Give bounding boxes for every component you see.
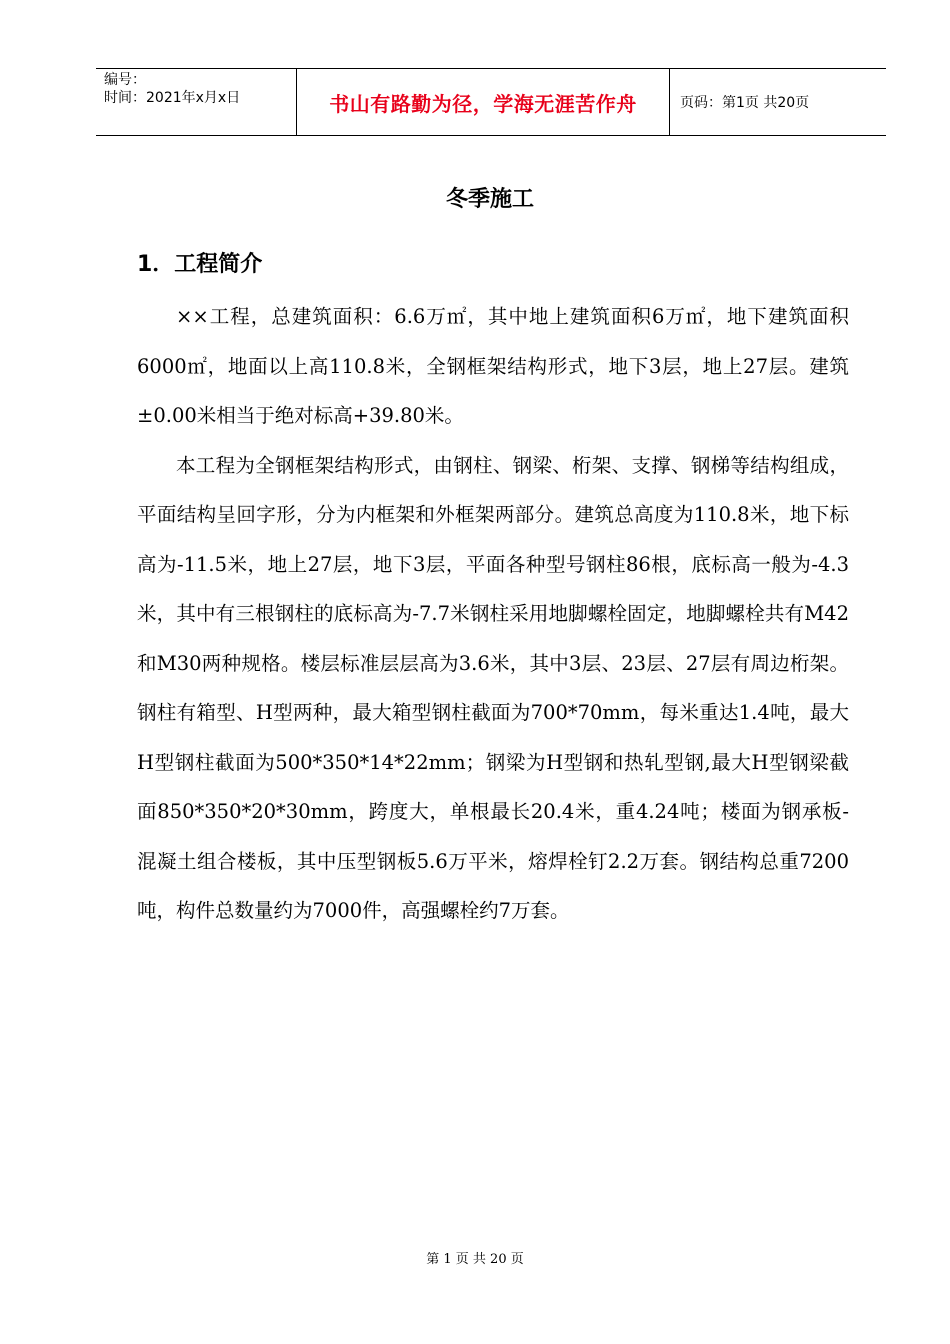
header-page-info: 页码：第1页 共20页 <box>680 95 810 111</box>
header-meta <box>96 69 297 135</box>
page-header <box>96 68 886 136</box>
document-date: 时间：2021年x月x日 <box>104 90 241 106</box>
body-paragraph: 本工程为全钢框架结构形式，由钢柱、钢梁、桁架、支撑、钢梯等结构组成，平面结构呈回字形，分为内框架和外框架两部分。建筑总高度为110.8米，地下标高为-11.5米，地上27层，地下3层，平面各种型号钢柱86根，底标高一般为-4.3米，其中有三根钢柱的底标高为-7.7米钢柱采用地脚螺栓固定，地脚螺栓共有M42和M30两种规格。楼层标准层层高为3.6米，其中3层、23层、27层有周边桁架。钢柱有箱型、H型两种，最大箱型钢柱截面为700*70mm，每米重达1.4吨，最大H型钢柱截面为500*350*14*22mm；钢梁为H型钢和热轧型钢,最大H型钢梁截面850*350*20*30mm，跨度大，单根最长20.4米，重4.24吨；楼面为钢承板-混凝土组合楼板，其中压型钢板5.6万平米，熔焊栓钉2.2万套。钢结构总重7200吨，构件总数量约为7000件，高强螺栓约7万套。 <box>137 453 849 922</box>
header-motto: 书山有路勤为径，学海无涯苦作舟 <box>297 69 670 135</box>
page-footer: 第 1 页 共 20 页 <box>426 1252 524 1267</box>
document-body <box>137 292 849 936</box>
document-number-label: 编号： <box>104 72 146 88</box>
document-title: 冬季施工 <box>445 187 534 212</box>
body-paragraph: ××工程，总建筑面积：6.6万㎡，其中地上建筑面积6万㎡，地下建筑面积6000㎡，地面以上高110.8米，全钢框架结构形式，地下3层，地上27层。建筑±0.00米相当于绝对标高+39.80米。 <box>137 305 849 427</box>
section-heading: 1．工程简介 <box>137 252 263 277</box>
